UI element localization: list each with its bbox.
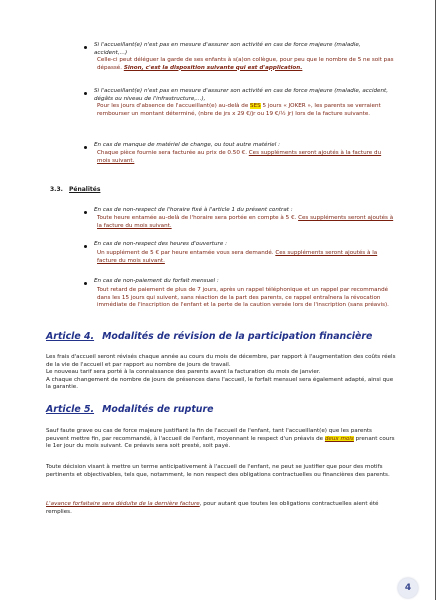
article4-body xyxy=(46,354,396,392)
penalty2-body-text: Un supplément de 5 € par heure entamée vous sera demandé. xyxy=(97,250,274,256)
page-number: 4 xyxy=(398,578,418,598)
item2-body-b: 5 jours « JOKER », les parents se verraient rembourser un montant déterminé, (nbre de jrs x 29 €/jr ou 19 €/½ jr) lors de la facture suivante. xyxy=(97,103,381,117)
penalty1-body xyxy=(97,215,395,230)
bullet-icon xyxy=(84,46,87,49)
article5-heading xyxy=(46,404,213,415)
article5-paragraph3 xyxy=(46,501,396,516)
article4-paragraph: A chaque changement de nombre de jours de présences dans l'accueil, le forfait mensuel sera également adapté, ainsi que la garantie. xyxy=(46,376,394,391)
article5-body3-b: , pour autant que toutes les obligations contractuelles aient été remplies. xyxy=(46,501,379,515)
item3-rule: Ces suppléments seront ajoutés à la facture du mois suivant. xyxy=(97,150,382,164)
article4-title: Modalités de révision de la participation financière xyxy=(102,331,373,342)
penalty1-rule: Ces suppléments seront ajoutés à la facture du mois suivant. xyxy=(97,215,394,229)
article5-title: Modalités de rupture xyxy=(102,404,214,415)
article4-paragraph: Les frais d'accueil seront révisés chaque année au cours du mois de décembre, par rapport à l'augmentation des coûts réels de la vie de l'accueil et par rapport au nombre de jours de travail. xyxy=(46,354,396,368)
penalty2-title: En cas de non-respect des heures d'ouverture : xyxy=(94,241,227,247)
item2-body-a: Pour les jours d'absence de l'accueillant(e) au-delà de xyxy=(97,103,249,109)
item2-body xyxy=(97,103,397,118)
item3-body xyxy=(97,150,393,165)
article5-body1-a: Sauf faute grave ou cas de force majeure justifiant la fin de l'accueil de l'enfant, tant l'accueillant(e) que les parents peuvent mettre fin, par recommandé, à l'accueil de l'enfant, moyennant le respect d'un préavis de xyxy=(46,428,372,442)
article5-advance-note: L'avance forfaitaire sera déduite de la dernière facture xyxy=(46,501,200,507)
bullet-icon xyxy=(84,211,87,214)
item1-rule: Sinon, c'est la disposition suivante qui est d'application. xyxy=(123,64,303,71)
ses-highlight: SES xyxy=(250,103,261,109)
penalty3-title: En cas de non-paiement du forfait mensuel : xyxy=(94,278,219,284)
article5-paragraph2: Toute décision visant à mettre un terme anticipativement à l'accueil de l'enfant, ne peut se justifier que pour des motifs pertinents et objectivables, tels que, notamment, le non respect des obligations contractuelles ou financières des parents. xyxy=(46,464,390,478)
item1-body xyxy=(97,57,395,72)
item1-body-text: Celle-ci peut déléguer la garde de ses enfants à s(a)on collègue, pour peu que le nombre de 5 ne soit pas dépassé. xyxy=(97,57,394,71)
penalty1-title: En cas de non-respect de l'horaire fixé à l'article 1 du présent contrat : xyxy=(94,207,293,213)
penalty3-body: Tout retard de paiement de plus de 7 jours, après un rappel téléphonique et un rappel par recommandé dans les 15 jours qui suivent, sans réaction de la part des parents, ce rappel entraînera la révocation immédiate de l'inscription de l'enfant et la perte de la caution versée lors de l'inscription (sans préavis). xyxy=(97,287,389,309)
penalty2-rule: Ces suppléments seront ajoutés à la facture du mois suivant. xyxy=(97,250,378,264)
penalites-number: 3.3. xyxy=(50,186,63,193)
penalty2-body xyxy=(97,250,395,265)
bullet-icon xyxy=(84,245,87,248)
item3-title: En cas de manque de matériel de change, ou tout autre matériel : xyxy=(94,142,280,148)
bullet-icon xyxy=(84,282,87,285)
article4-heading xyxy=(46,331,372,342)
article5-paragraph1 xyxy=(46,428,396,451)
article4-paragraph: Le nouveau tarif sera porté à la connaissance des parents avant la facturation du mois de janvier. xyxy=(46,369,321,376)
penalites-heading xyxy=(50,186,100,193)
bullet-icon xyxy=(84,92,87,95)
article5-label: Article 5. xyxy=(46,404,95,415)
item2-title: Si l'accueillant(e) n'est pas en mesure d'assurer son activité en cas de force majeure (maladie, accident, dégâts ou niveau de l'infrastructure,...), xyxy=(94,88,389,102)
notice-period-highlight: deux mois xyxy=(324,435,354,442)
item3-body-text: Chaque pièce fournie sera facturée au prix de 0.50 €. xyxy=(97,150,247,156)
penalty1-body-text: Toute heure entamée au-delà de l'horaire sera portée en compte à 5 €. xyxy=(97,215,297,221)
article5-body1-b: prenant cours le 1er jour du mois suivant. Ce préavis sera soit presté, soit payé. xyxy=(46,435,395,450)
item1-title: Si l'accueillant(e) n'est pas en mesure d'assurer son activité en cas de force majeure (maladie, accident,...) xyxy=(94,42,361,56)
article4-label: Article 4. xyxy=(46,331,95,342)
penalites-label: Pénalités xyxy=(69,186,101,193)
bullet-icon xyxy=(84,146,87,149)
